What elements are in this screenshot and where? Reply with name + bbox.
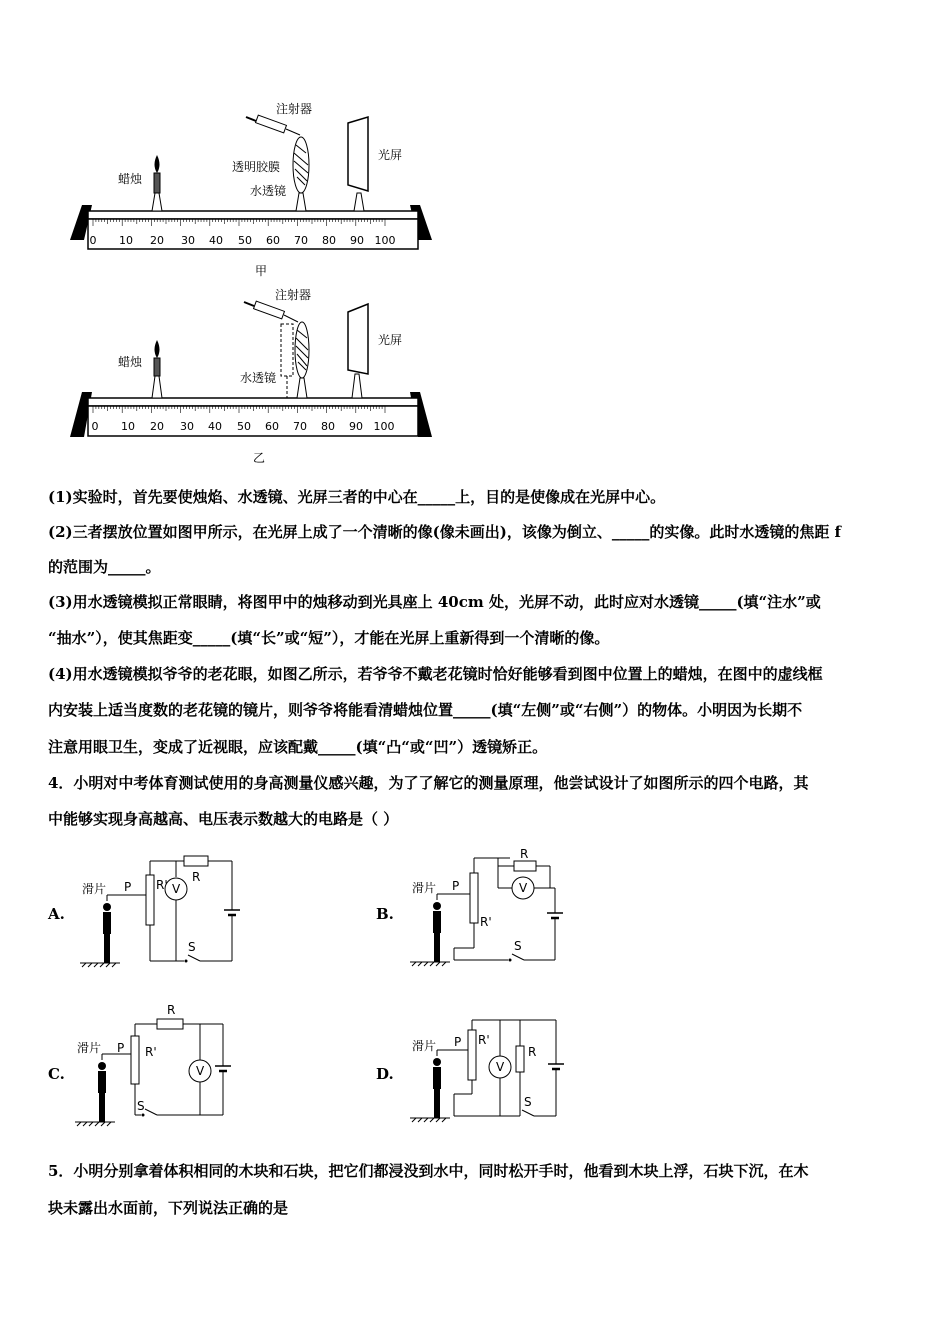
tick-label: 90 [350, 234, 364, 247]
r-label: R [520, 848, 529, 861]
tick-label: 10 [119, 234, 133, 247]
bench-scale [88, 406, 418, 436]
tick-label: 20 [150, 234, 164, 247]
water-lens [293, 137, 309, 211]
circuit-a[interactable] [80, 855, 250, 970]
tick-label: 10 [121, 420, 135, 433]
tick-label: 40 [208, 420, 222, 433]
circuit-b[interactable] [410, 848, 580, 968]
q3-part4-line1: (4)用水透镜模拟爷爷的老花眼，如图乙所示，若爷爷不戴老花镜时恰好能够看到图中位置上的蜡烛，在图中的虚线框 [48, 665, 823, 683]
light-screen [348, 117, 368, 211]
rprime-label: R' [156, 878, 168, 892]
tick-label: 60 [265, 420, 279, 433]
p-label: P [124, 880, 132, 894]
q3-part4-line3: 注意用眼卫生，变成了近视眼，应该配戴_____(填“凸“或“凹”）透镜矫正。 [48, 738, 548, 756]
circuit-d[interactable] [410, 1016, 580, 1126]
slider-label: 滑片 [412, 881, 437, 895]
q5-stem-line2: 块未露出水面前，下列说法正确的是 [48, 1199, 289, 1217]
bench-scale [88, 219, 418, 249]
r-label: R [167, 1003, 176, 1017]
syringe-icon [246, 115, 300, 135]
tick-label: 90 [349, 420, 363, 433]
p-label: P [117, 1041, 125, 1055]
q3-part2-line1: (2)三者摆放位置如图甲所示，在光屏上成了一个清晰的像(像未画出)，该像为倒立、_____的实像。此时水透镜的焦距 f [48, 523, 842, 541]
bench-rail-top [88, 211, 418, 219]
tick-label: 50 [237, 420, 251, 433]
tick-label: 100 [373, 420, 395, 433]
tick-label: 30 [180, 420, 194, 433]
r-label: R [192, 870, 201, 884]
option-d-label[interactable]: D. [376, 1065, 394, 1083]
water-lens-label: 水透镜 [250, 184, 287, 198]
q4-stem-line1: 4．小明对中考体育测试使用的身高测量仪感兴趣，为了了解它的测量原理，他尝试设计了如图所示的四个电路，其 [48, 774, 809, 792]
person-icon [98, 1062, 106, 1122]
bench-rail-top [88, 398, 418, 406]
figure-caption: 甲 [255, 264, 268, 278]
syringe-icon [244, 301, 298, 322]
switch-label: S [524, 1095, 532, 1109]
q3-part3-line1: (3)用水透镜模拟正常眼睛，将图甲中的烛移动到光具座上 40cm 处，光屏不动，此时应对水透镜_____(填“注水”或 [48, 593, 821, 611]
light-screen [348, 304, 368, 398]
tick-label: 60 [266, 234, 280, 247]
water-lens-label: 水透镜 [240, 371, 277, 385]
tick-label: 100 [374, 234, 396, 247]
tick-label: 30 [181, 234, 195, 247]
voltmeter-label: V [519, 881, 528, 895]
screen-label: 光屏 [378, 333, 403, 347]
candle-label: 蜡烛 [118, 355, 143, 369]
tick-label: 50 [238, 234, 252, 247]
optical-bench-figure-yi [60, 282, 440, 467]
option-b-label[interactable]: B. [376, 905, 394, 923]
slider-label: 滑片 [77, 1041, 102, 1055]
candle [152, 340, 162, 398]
slider-label: 滑片 [82, 882, 107, 896]
r-label: R [528, 1045, 537, 1059]
voltmeter-label: V [172, 882, 181, 896]
switch-label: S [514, 939, 522, 953]
dashed-lens-frame [281, 324, 293, 376]
screen-label: 光屏 [378, 148, 403, 162]
p-label: P [454, 1035, 462, 1049]
tick-label: 70 [294, 234, 308, 247]
rprime-label: R' [480, 915, 492, 929]
water-lens [295, 322, 309, 398]
switch-label: S [188, 940, 196, 954]
film-label: 透明胶膜 [232, 160, 281, 174]
person-icon [433, 1058, 441, 1118]
tick-label: 80 [321, 420, 335, 433]
tick-label: 40 [209, 234, 223, 247]
p-label: P [452, 879, 460, 893]
tick-label: 0 [91, 420, 99, 433]
candle-label: 蜡烛 [118, 172, 143, 186]
syringe-label: 注射器 [275, 288, 312, 302]
circuit-c[interactable] [75, 1000, 245, 1130]
q5-stem-line1: 5．小明分别拿着体积相同的木块和石块，把它们都浸没到水中，同时松开手时，他看到木块上浮，石块下沉，在木 [48, 1162, 809, 1180]
q3-part2-line2: 的范围为_____。 [48, 558, 161, 576]
switch-label: S [137, 1099, 145, 1113]
q3-part3-line2: “抽水”），使其焦距变_____(填“长”或“短”），才能在光屏上重新得到一个清晰的像。 [48, 629, 610, 647]
person-icon [103, 903, 111, 963]
syringe-label: 注射器 [276, 102, 313, 116]
q4-stem-line2: 中能够实现身高越高、电压表示数越大的电路是（ ） [48, 810, 399, 828]
tick-label: 20 [150, 420, 164, 433]
optical-bench-figure-jia [60, 95, 440, 280]
option-c-label[interactable]: C. [48, 1065, 65, 1083]
rprime-label: R' [145, 1045, 157, 1059]
tick-label: 0 [89, 234, 97, 247]
rprime-label: R' [478, 1033, 490, 1047]
voltmeter-label: V [196, 1064, 205, 1078]
candle [152, 155, 162, 211]
tick-label: 70 [293, 420, 307, 433]
slider-label: 滑片 [412, 1039, 437, 1053]
tick-label: 80 [322, 234, 336, 247]
voltmeter-label: V [496, 1060, 505, 1074]
figure-caption: 乙 [253, 451, 266, 465]
option-a-label[interactable]: A. [48, 905, 65, 923]
q3-part4-line2: 内安装上适当度数的老花镜的镜片，则爷爷将能看清蜡烛位置_____(填“左侧”或“右侧”）的物体。小明因为长期不 [48, 701, 803, 719]
q3-part1: (1)实验时，首先要使烛焰、水透镜、光屏三者的中心在_____上，目的是使像成在光屏中心。 [48, 488, 666, 506]
person-icon [433, 902, 441, 962]
